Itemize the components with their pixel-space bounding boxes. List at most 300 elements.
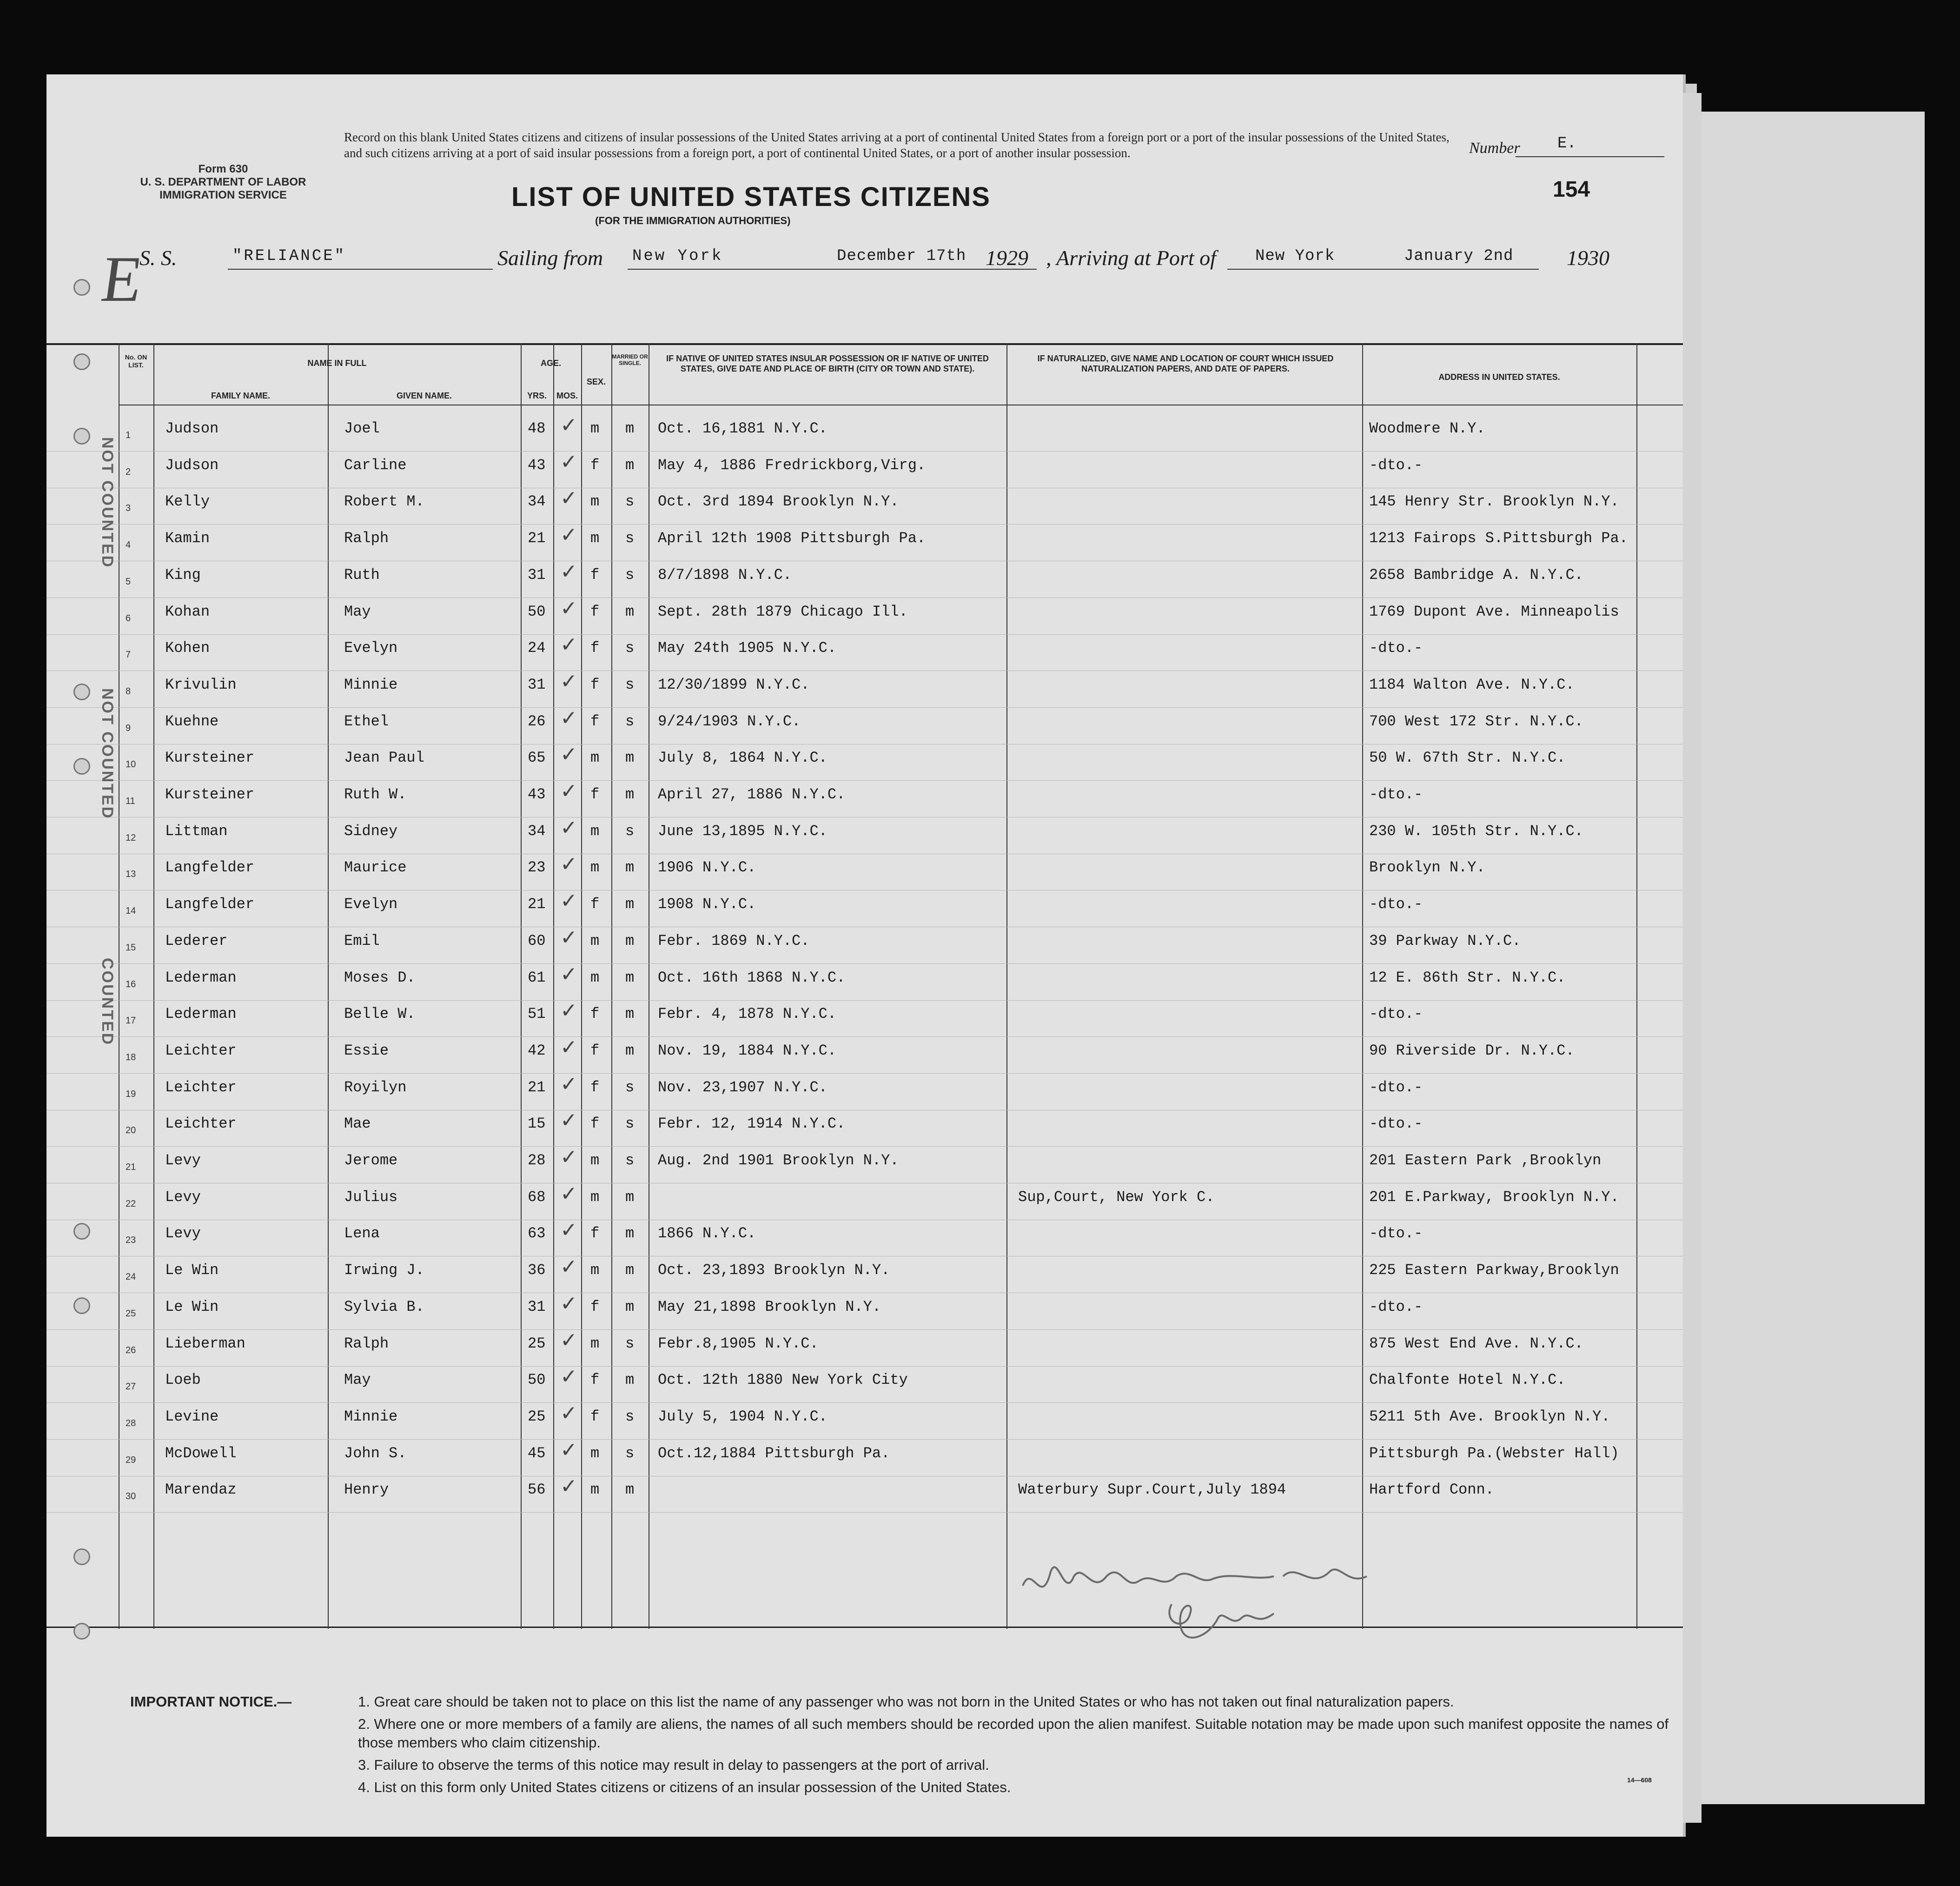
cell-sex: m (590, 749, 600, 766)
intro-text: Record on this blank United States citizens and citizens of insular possessions of the United States arriving at a port of continental United States from a foreign port or a port of the insular possessions of the United States, and such citizens arriving at a port of said insular possessions from a foreign port, a port of continental United States, or a port of another insular possession. (344, 130, 1450, 160)
departure-date: December 17th (837, 247, 967, 265)
cell-address: -dto.- (1369, 639, 1423, 657)
row-number: 8 (126, 686, 131, 697)
cell-sex: f (590, 1298, 600, 1315)
cell-family: Kohan (165, 603, 210, 620)
row-rule (46, 1402, 1683, 1403)
notice-item: 2. Where one or more members of a family are aliens, the names of all such members should be recorded upon the alien manifest. Suitable notation may be made upon such manifest opposite the names of those members who claim citizenship. (358, 1716, 1669, 1751)
row-number: 23 (126, 1235, 136, 1245)
cell-natz: Waterbury Supr.Court,July 1894 (1018, 1481, 1286, 1498)
notice-item: 3. Failure to observe the terms of this notice may result in delay to passengers at the port of arrival. (358, 1757, 989, 1773)
cell-birth: Oct. 16th 1868 N.Y.C. (658, 969, 846, 986)
stamp-not-counted: NOT COUNTED (99, 688, 116, 820)
cell-sex: f (590, 1079, 600, 1096)
cell-address: Brooklyn N.Y. (1369, 859, 1485, 876)
row-rule (46, 1439, 1683, 1440)
cell-ms: m (625, 1225, 635, 1242)
cell-birth: 1866 N.Y.C. (658, 1225, 756, 1242)
cell-address: 1184 Walton Ave. N.Y.C. (1369, 676, 1575, 693)
binder-hole (73, 1623, 90, 1640)
cell-given: Sidney (344, 823, 398, 840)
row-number: 18 (126, 1052, 136, 1063)
cell-sex: m (590, 1445, 600, 1462)
cell-family: Levy (165, 1189, 201, 1206)
row-number: 16 (126, 979, 136, 989)
form-identifier (84, 163, 363, 202)
cell-family: Krivulin (165, 676, 237, 693)
cell-given: Lena (344, 1225, 380, 1242)
cell-sex: f (590, 457, 600, 474)
cell-sex: m (590, 859, 600, 876)
row-number: 20 (126, 1125, 136, 1136)
row-number: 22 (126, 1199, 136, 1209)
table-top-rule (46, 343, 1683, 345)
row-number: 12 (126, 833, 136, 843)
cell-family: Leichter (165, 1115, 237, 1132)
cell-family: Judson (165, 457, 219, 474)
number-value: E. (1557, 135, 1576, 153)
cell-given: Evelyn (344, 896, 398, 913)
cell-birth: 8/7/1898 N.Y.C. (658, 566, 792, 584)
cell-family: Levy (165, 1152, 201, 1169)
cell-family: Kuehne (165, 713, 219, 730)
check-mark: ✓ (560, 1474, 577, 1498)
cell-ms: s (625, 493, 635, 510)
cell-birth: Sept. 28th 1879 Chicago Ill. (658, 603, 908, 620)
cell-age: 50 (528, 603, 546, 620)
arrival-port: New York (1255, 247, 1335, 265)
page-edge (1683, 93, 1702, 1823)
cell-family: Littman (165, 823, 228, 840)
row-number: 13 (126, 869, 136, 879)
page-number: 154 (1553, 177, 1590, 202)
row-number: 29 (126, 1455, 136, 1465)
row-rule (46, 634, 1683, 635)
cell-given: Belle W. (344, 1005, 416, 1023)
cell-given: Sylvia B. (344, 1298, 424, 1315)
check-mark: ✓ (560, 597, 577, 620)
row-rule (46, 451, 1683, 452)
cell-given: May (344, 1371, 371, 1388)
cell-sex: m (590, 1189, 600, 1206)
header-naturalized: IF NATURALIZED, GIVE NAME AND LOCATION OF COURT WHICH ISSUED NATURALIZATION PAPERS, AND DATE OF PAPERS. (1037, 354, 1334, 373)
check-mark: ✓ (560, 560, 577, 584)
cell-birth: Oct. 23,1893 Brooklyn N.Y. (658, 1262, 890, 1279)
cell-family: Kursteiner (165, 749, 255, 766)
cell-age: 51 (528, 1005, 546, 1023)
row-number: 10 (126, 759, 136, 770)
cell-birth: 1906 N.Y.C. (658, 859, 756, 876)
cell-age: 68 (528, 1189, 546, 1206)
header-age: AGE. (540, 359, 561, 368)
arrival-date: January 2nd (1404, 247, 1514, 265)
binder-hole (73, 758, 90, 775)
binder-hole (73, 684, 90, 700)
cell-age: 31 (528, 676, 546, 693)
cell-given: Minnie (344, 676, 398, 693)
cell-address: 230 W. 105th Str. N.Y.C. (1369, 823, 1583, 840)
cell-address: Hartford Conn. (1369, 1481, 1494, 1498)
cell-birth: June 13,1895 N.Y.C. (658, 823, 828, 840)
cell-birth: Nov. 23,1907 N.Y.C. (658, 1079, 828, 1096)
check-mark: ✓ (560, 1182, 577, 1206)
cell-ms: s (625, 1335, 635, 1352)
cell-address: -dto.- (1369, 896, 1423, 913)
form-code: 14—608 (1627, 1776, 1652, 1784)
cell-given: Ruth (344, 566, 380, 584)
cell-birth: Febr. 12, 1914 N.Y.C. (658, 1115, 846, 1132)
cell-birth: 12/30/1899 N.Y.C. (658, 676, 810, 693)
cell-ms: m (625, 896, 635, 913)
col-line (611, 343, 612, 1629)
cell-age: 34 (528, 823, 546, 840)
cell-family: Kohen (165, 639, 210, 657)
row-number: 2 (126, 467, 131, 477)
cell-address: -dto.- (1369, 1298, 1423, 1315)
cell-address: 5211 5th Ave. Brooklyn N.Y. (1369, 1408, 1610, 1425)
cell-birth: Oct. 3rd 1894 Brooklyn N.Y. (658, 493, 899, 510)
cell-age: 25 (528, 1335, 546, 1352)
cell-ms: s (625, 530, 635, 547)
row-number: 1 (126, 430, 131, 440)
stamp-not-counted: NOT COUNTED (99, 437, 116, 569)
check-mark: ✓ (560, 1255, 577, 1279)
cell-ms: s (625, 1152, 635, 1169)
cell-age: 43 (528, 457, 546, 474)
check-mark: ✓ (560, 670, 577, 693)
cell-sex: m (590, 823, 600, 840)
cell-birth: Febr. 4, 1878 N.Y.C. (658, 1005, 837, 1023)
cell-sex: f (590, 566, 600, 584)
cell-natz: Sup,Court, New York C. (1018, 1189, 1215, 1206)
cell-sex: f (590, 639, 600, 657)
cell-family: Levine (165, 1408, 219, 1425)
cell-given: Robert M. (344, 493, 424, 510)
cell-family: Le Win (165, 1298, 219, 1315)
ss-label: S. S. (139, 246, 177, 270)
check-mark: ✓ (560, 1109, 577, 1132)
notice-item: 1. Great care should be taken not to place on this list the name of any passenger who was not born in the United States or who has not taken out final naturalization papers. (358, 1693, 1454, 1710)
cell-family: Lederman (165, 1005, 237, 1023)
cell-given: Carline (344, 457, 407, 474)
cell-given: Ethel (344, 713, 389, 730)
cell-birth: May 21,1898 Brooklyn N.Y. (658, 1298, 881, 1315)
row-rule (46, 1146, 1683, 1147)
notice-item: 4. List on this form only United States citizens or citizens of an insular possession of the United States. (358, 1779, 1011, 1795)
cell-sex: f (590, 713, 600, 730)
header-married-single: MARRIED OR SINGLE. (612, 353, 648, 366)
cell-age: 21 (528, 1079, 546, 1096)
row-rule (46, 780, 1683, 781)
header-sex: SEX. (586, 377, 606, 386)
table-bottom-rule (46, 1627, 1683, 1628)
cell-given: Henry (344, 1481, 389, 1498)
row-number: 14 (126, 906, 136, 916)
cell-ms: m (625, 1262, 635, 1279)
cell-ms: m (625, 1298, 635, 1315)
cell-age: 56 (528, 1481, 546, 1498)
check-mark: ✓ (560, 743, 577, 766)
margin-letter: E (97, 243, 147, 315)
cell-age: 23 (528, 859, 546, 876)
number-caption: Number (1469, 139, 1520, 157)
cell-ms: s (625, 1408, 635, 1425)
header-mos: MOS. (556, 391, 578, 400)
cell-address: Chalfonte Hotel N.Y.C. (1369, 1371, 1566, 1388)
col-line (581, 343, 582, 1629)
cell-ms: m (625, 1481, 635, 1498)
cell-sex: m (590, 969, 600, 986)
cell-birth: 1908 N.Y.C. (658, 896, 756, 913)
cell-birth: Febr.8,1905 N.Y.C. (658, 1335, 819, 1352)
col-line (1636, 343, 1637, 1629)
binder-hole (73, 428, 90, 445)
row-rule (46, 707, 1683, 708)
cell-ms: s (625, 566, 635, 584)
cell-ms: m (625, 457, 635, 474)
check-mark: ✓ (560, 999, 577, 1023)
cell-given: Royilyn (344, 1079, 407, 1096)
cell-ms: s (625, 1115, 635, 1132)
cell-age: 31 (528, 1298, 546, 1315)
row-number: 17 (126, 1016, 136, 1026)
cell-family: Kursteiner (165, 786, 255, 803)
manifest-page (46, 74, 1683, 1837)
cell-ms: m (625, 603, 635, 620)
cell-sex: f (590, 896, 600, 913)
cell-age: 42 (528, 1042, 546, 1059)
cell-address: 201 E.Parkway, Brooklyn N.Y. (1369, 1189, 1619, 1206)
cell-address: 1213 Fairops S.Pittsburgh Pa. (1369, 530, 1628, 547)
cell-family: Loeb (165, 1371, 201, 1388)
cell-given: Irwing J. (344, 1262, 424, 1279)
cell-ms: m (625, 1005, 635, 1023)
arrival-line (1227, 269, 1539, 270)
cell-birth: April 12th 1908 Pittsburgh Pa. (658, 530, 926, 547)
cell-age: 25 (528, 1408, 546, 1425)
cell-ms: s (625, 1445, 635, 1462)
cell-address: Woodmere N.Y. (1369, 420, 1485, 437)
voyage-line (46, 242, 1683, 279)
cell-age: 21 (528, 530, 546, 547)
row-number: 3 (126, 503, 131, 513)
cell-birth: July 5, 1904 N.Y.C. (658, 1408, 828, 1425)
check-mark: ✓ (560, 486, 577, 510)
check-mark: ✓ (560, 1292, 577, 1315)
cell-birth: July 8, 1864 N.Y.C. (658, 749, 828, 766)
binder-hole (73, 1223, 90, 1240)
cell-address: -dto.- (1369, 1005, 1423, 1023)
cell-age: 45 (528, 1445, 546, 1462)
cell-age: 36 (528, 1262, 546, 1279)
cell-address: 201 Eastern Park ,Brooklyn (1369, 1152, 1602, 1169)
check-mark: ✓ (560, 1438, 577, 1462)
check-mark: ✓ (560, 816, 577, 840)
cell-address: -dto.- (1369, 457, 1423, 474)
cell-address: -dto.- (1369, 1115, 1423, 1132)
row-rule (46, 1073, 1683, 1074)
cell-birth: 9/24/1903 N.Y.C. (658, 713, 801, 730)
cell-birth: Oct. 16,1881 N.Y.C. (658, 420, 828, 437)
form-number: Form 630 (198, 163, 248, 175)
cell-birth: April 27, 1886 N.Y.C. (658, 786, 846, 803)
cell-age: 15 (528, 1115, 546, 1132)
from-line (628, 269, 1037, 270)
cell-ms: m (625, 969, 635, 986)
back-sheet (1683, 112, 1925, 1804)
cell-sex: f (590, 786, 600, 803)
cell-given: Ralph (344, 1335, 389, 1352)
cell-age: 28 (528, 1152, 546, 1169)
cell-given: John S. (344, 1445, 407, 1462)
row-number: 11 (126, 796, 135, 806)
cell-address: 12 E. 86th Str. N.Y.C. (1369, 969, 1566, 986)
cell-ms: s (625, 823, 635, 840)
check-mark: ✓ (560, 523, 577, 547)
cell-ms: m (625, 859, 635, 876)
cell-ms: m (625, 1189, 635, 1206)
cell-family: Kelly (165, 493, 210, 510)
cell-address: 50 W. 67th Str. N.Y.C. (1369, 749, 1566, 766)
sailing-label: Sailing from (497, 246, 603, 270)
check-mark: ✓ (560, 852, 577, 876)
inspector-signature (1013, 1544, 1385, 1655)
row-rule (46, 1329, 1683, 1330)
cell-address: 700 West 172 Str. N.Y.C. (1369, 713, 1583, 730)
cell-address: 875 West End Ave. N.Y.C. (1369, 1335, 1583, 1352)
cell-age: 31 (528, 566, 546, 584)
header-yrs: YRS. (527, 391, 547, 400)
cell-family: Lederman (165, 969, 237, 986)
check-mark: ✓ (560, 779, 577, 803)
cell-ms: m (625, 786, 635, 803)
header-family-name: FAMILY NAME. (211, 391, 271, 400)
check-mark: ✓ (560, 1401, 577, 1425)
cell-family: Levy (165, 1225, 201, 1242)
row-number: 21 (126, 1162, 136, 1172)
check-mark: ✓ (560, 450, 577, 474)
service-name: IMMIGRATION SERVICE (159, 189, 287, 201)
department-name: U. S. DEPARTMENT OF LABOR (140, 176, 306, 188)
cell-family: Lederer (165, 932, 228, 950)
cell-given: Ruth W. (344, 786, 407, 803)
row-rule (46, 1512, 1683, 1513)
page-subtitle: (FOR THE IMMIGRATION AUTHORITIES) (595, 215, 791, 226)
col-line (1362, 343, 1363, 1629)
notice-label: IMPORTANT NOTICE.— (130, 1693, 292, 1710)
cell-sex: m (590, 1481, 600, 1498)
cell-family: Leichter (165, 1079, 237, 1096)
col-line (553, 343, 554, 1629)
row-number: 30 (126, 1491, 136, 1501)
row-number: 15 (126, 943, 136, 953)
cell-age: 60 (528, 932, 546, 950)
cell-sex: f (590, 1371, 600, 1388)
cell-given: Ralph (344, 530, 389, 547)
cell-given: Julius (344, 1189, 398, 1206)
cell-ms: m (625, 932, 635, 950)
col-line (153, 343, 154, 1629)
departure-year: 1929 (986, 246, 1028, 270)
cell-family: Langfelder (165, 859, 255, 876)
cell-age: 21 (528, 896, 546, 913)
cell-family: Leichter (165, 1042, 237, 1059)
ship-name: "RELIANCE" (232, 247, 346, 265)
cell-age: 48 (528, 420, 546, 437)
cell-given: Jean Paul (344, 749, 424, 766)
cell-ms: s (625, 713, 635, 730)
cell-given: Essie (344, 1042, 389, 1059)
from-port: New York (632, 247, 723, 265)
cell-given: May (344, 603, 371, 620)
binder-hole (73, 353, 90, 370)
cell-family: Lieberman (165, 1335, 245, 1352)
row-rule (46, 963, 1683, 964)
header-address: ADDRESS IN UNITED STATES. (1438, 372, 1560, 382)
cell-address: 1769 Dupont Ave. Minneapolis (1369, 603, 1619, 620)
col-line (521, 343, 522, 1629)
row-number: 25 (126, 1308, 136, 1319)
col-line (328, 343, 329, 1629)
row-number: 6 (126, 613, 131, 624)
cell-sex: f (590, 676, 600, 693)
cell-given: Evelyn (344, 639, 398, 657)
row-number: 28 (126, 1418, 136, 1428)
cell-address: Pittsburgh Pa.(Webster Hall) (1369, 1445, 1619, 1462)
check-mark: ✓ (560, 413, 577, 437)
cell-given: Minnie (344, 1408, 398, 1425)
check-mark: ✓ (560, 633, 577, 657)
cell-sex: f (590, 1042, 600, 1059)
check-mark: ✓ (560, 1218, 577, 1242)
check-mark: ✓ (560, 963, 577, 986)
row-number: 7 (126, 650, 131, 660)
cell-address: 145 Henry Str. Brooklyn N.Y. (1369, 493, 1619, 510)
check-mark: ✓ (560, 706, 577, 730)
cell-age: 63 (528, 1225, 546, 1242)
cell-sex: m (590, 932, 600, 950)
header-given-name: GIVEN NAME. (396, 391, 452, 400)
cell-birth: Oct.12,1884 Pittsburgh Pa. (658, 1445, 890, 1462)
ship-line (228, 269, 493, 270)
cell-birth: Aug. 2nd 1901 Brooklyn N.Y. (658, 1152, 899, 1169)
cell-family: McDowell (165, 1445, 237, 1462)
cell-age: 61 (528, 969, 546, 986)
row-rule (46, 1366, 1683, 1367)
cell-sex: m (590, 530, 600, 547)
cell-ms: s (625, 676, 635, 693)
cell-birth: Oct. 12th 1880 New York City (658, 1371, 908, 1388)
header-name-in-full: NAME IN FULL (307, 359, 367, 368)
row-number: 24 (126, 1272, 136, 1282)
cell-ms: m (625, 749, 635, 766)
check-mark: ✓ (560, 1072, 577, 1096)
cell-ms: s (625, 1079, 635, 1096)
cell-sex: m (590, 493, 600, 510)
binder-hole (73, 279, 90, 296)
cell-sex: f (590, 1408, 600, 1425)
row-number: 26 (126, 1345, 136, 1355)
cell-ms: m (625, 1371, 635, 1388)
cell-family: Le Win (165, 1262, 219, 1279)
cell-family: Langfelder (165, 896, 255, 913)
cell-ms: s (625, 639, 635, 657)
cell-sex: m (590, 420, 600, 437)
check-mark: ✓ (560, 1145, 577, 1169)
cell-ms: m (625, 420, 635, 437)
row-number: 5 (126, 577, 131, 587)
cell-given: Mae (344, 1115, 371, 1132)
